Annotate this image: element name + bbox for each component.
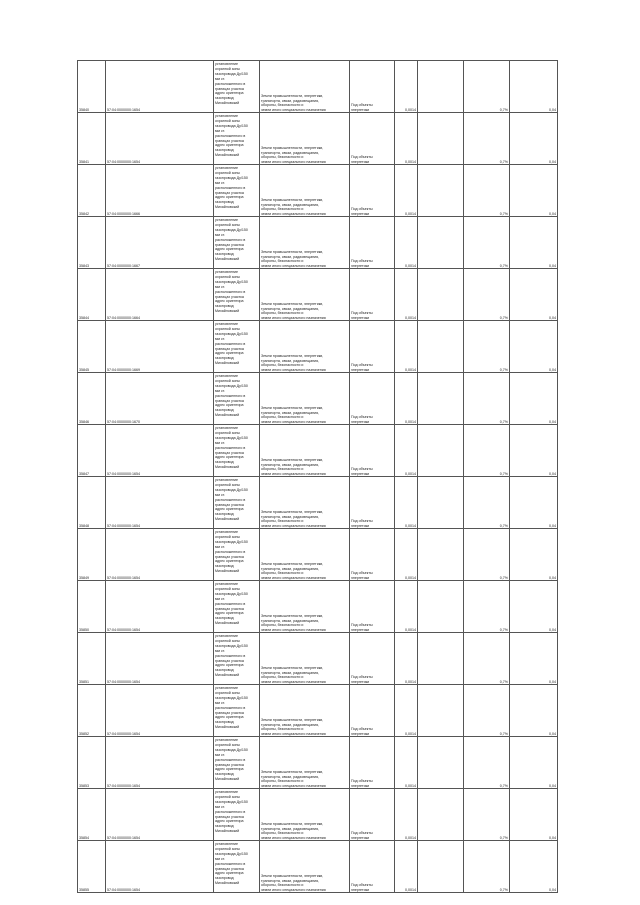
encumbrance-description-text: установление охранной зоны газопровода Ду/150 мм ст. расположенного в границах участка адрес ориентира газопровод Михайловский <box>215 634 248 678</box>
row-id-text: 35844 <box>79 315 89 320</box>
row-id <box>78 61 106 113</box>
area-value-text: 0,0014 <box>405 575 416 580</box>
land-category <box>260 581 350 633</box>
row-id-text: 35846 <box>79 419 89 424</box>
area-value-text: 0,0014 <box>405 523 416 528</box>
cadastral-number-text: 57:04:0000000:1670 <box>107 419 140 424</box>
row-id-text: 35853 <box>79 783 89 788</box>
area-value-text: 0,0014 <box>405 315 416 320</box>
encumbrance-description <box>214 61 260 113</box>
area-value-text: 0,0014 <box>405 159 416 164</box>
tax-rate <box>464 217 510 269</box>
tax-amount-text: 0,04 <box>549 107 556 112</box>
permitted-use-text: Под объекты энергетики <box>351 571 373 580</box>
tax-amount <box>510 269 558 321</box>
land-category-text: Земли промышленности, энергетики, транспорта, связи, радиовещания, обороны, безопасности и земли иного специального назначения <box>261 354 326 372</box>
tax-rate-text: 0,7% <box>499 783 508 788</box>
permitted-use <box>350 269 395 321</box>
encumbrance-description-text: установление охранной зоны газопровода Ду/150 мм ст. расположенного в границах участка адрес ориентира газопровод Михайловский <box>215 114 248 158</box>
row-id-text: 35843 <box>79 263 89 268</box>
area-value <box>395 113 418 165</box>
empty-cell <box>418 477 464 529</box>
tax-amount-text: 0,04 <box>549 315 556 320</box>
tax-rate <box>464 321 510 373</box>
area-value <box>395 737 418 789</box>
table-row <box>78 373 558 425</box>
tax-rate <box>464 841 510 893</box>
row-id-text: 35847 <box>79 471 89 476</box>
empty-cell <box>418 633 464 685</box>
encumbrance-description <box>214 685 260 737</box>
tax-amount-text: 0,04 <box>549 731 556 736</box>
tax-amount-text: 0,04 <box>549 159 556 164</box>
tax-amount-text: 0,04 <box>549 523 556 528</box>
land-category <box>260 789 350 841</box>
land-category-text: Земли промышленности, энергетики, транспорта, связи, радиовещания, обороны, безопасности и земли иного специального назначения <box>261 250 326 268</box>
empty-cell <box>418 217 464 269</box>
table-row <box>78 633 558 685</box>
permitted-use-text: Под объекты энергетики <box>351 155 373 164</box>
area-value-text: 0,0014 <box>405 367 416 372</box>
encumbrance-description <box>214 321 260 373</box>
cadastral-number <box>106 321 214 373</box>
tax-rate <box>464 581 510 633</box>
table-row <box>78 685 558 737</box>
encumbrance-description <box>214 425 260 477</box>
tax-rate-text: 0,7% <box>499 887 508 892</box>
permitted-use-text: Под объекты энергетики <box>351 831 373 840</box>
permitted-use <box>350 529 395 581</box>
permitted-use-text: Под объекты энергетики <box>351 623 373 632</box>
cadastral-number <box>106 633 214 685</box>
permitted-use <box>350 737 395 789</box>
tax-rate-text: 0,7% <box>499 315 508 320</box>
permitted-use-text: Под объекты энергетики <box>351 779 373 788</box>
empty-cell <box>418 737 464 789</box>
land-category-text: Земли промышленности, энергетики, транспорта, связи, радиовещания, обороны, безопасности и земли иного специального назначения <box>261 666 326 684</box>
encumbrance-description <box>214 841 260 893</box>
land-category-text: Земли промышленности, энергетики, транспорта, связи, радиовещания, обороны, безопасности и земли иного специального назначения <box>261 406 326 424</box>
cadastral-number <box>106 425 214 477</box>
row-id-text: 35854 <box>79 835 89 840</box>
area-value <box>395 373 418 425</box>
area-value-text: 0,0014 <box>405 627 416 632</box>
permitted-use <box>350 61 395 113</box>
table-row <box>78 737 558 789</box>
row-id <box>78 789 106 841</box>
tax-rate-text: 0,7% <box>499 107 508 112</box>
area-value <box>395 789 418 841</box>
row-id <box>78 269 106 321</box>
tax-amount <box>510 841 558 893</box>
tax-amount-text: 0,04 <box>549 679 556 684</box>
area-value-text: 0,0014 <box>405 731 416 736</box>
encumbrance-description <box>214 581 260 633</box>
cadastral-number <box>106 269 214 321</box>
row-id-text: 35845 <box>79 367 89 372</box>
table-row <box>78 165 558 217</box>
cadastral-number-text: 57:04:0000000:1669 <box>107 367 140 372</box>
cadastral-number-text: 57:04:0000000:1654 <box>107 471 140 476</box>
cadastral-number-text: 57:04:0000000:1654 <box>107 835 140 840</box>
tax-amount <box>510 529 558 581</box>
permitted-use-text: Под объекты энергетики <box>351 727 373 736</box>
land-category <box>260 113 350 165</box>
tax-rate-text: 0,7% <box>499 575 508 580</box>
area-value-text: 0,0014 <box>405 419 416 424</box>
encumbrance-description <box>214 373 260 425</box>
cadastral-number <box>106 113 214 165</box>
permitted-use-text: Под объекты энергетики <box>351 311 373 320</box>
tax-rate <box>464 789 510 841</box>
cadastral-number-text: 57:04:0000000:1654 <box>107 107 140 112</box>
tax-amount <box>510 737 558 789</box>
empty-cell <box>418 269 464 321</box>
land-category <box>260 737 350 789</box>
row-id-text: 35852 <box>79 731 89 736</box>
permitted-use-text: Под объекты энергетики <box>351 103 373 112</box>
cadastral-number <box>106 165 214 217</box>
cadastral-number <box>106 217 214 269</box>
permitted-use <box>350 373 395 425</box>
row-id <box>78 373 106 425</box>
table-row <box>78 61 558 113</box>
empty-cell <box>418 321 464 373</box>
land-category <box>260 633 350 685</box>
encumbrance-description-text: установление охранной зоны газопровода Ду/150 мм ст. расположенного в границах участка адрес ориентира газопровод Михайловский <box>215 842 248 886</box>
tax-amount <box>510 373 558 425</box>
cadastral-number-text: 57:04:0000000:1667 <box>107 263 140 268</box>
row-id <box>78 113 106 165</box>
permitted-use <box>350 321 395 373</box>
land-category-text: Земли промышленности, энергетики, транспорта, связи, радиовещания, обороны, безопасности и земли иного специального назначения <box>261 94 326 112</box>
area-value <box>395 61 418 113</box>
row-id <box>78 529 106 581</box>
empty-cell <box>418 581 464 633</box>
table-row <box>78 269 558 321</box>
permitted-use-text: Под объекты энергетики <box>351 207 373 216</box>
table-row <box>78 529 558 581</box>
row-id <box>78 321 106 373</box>
tax-rate <box>464 165 510 217</box>
cadastral-number <box>106 477 214 529</box>
tax-amount <box>510 165 558 217</box>
land-category <box>260 321 350 373</box>
land-category-text: Земли промышленности, энергетики, транспорта, связи, радиовещания, обороны, безопасности и земли иного специального назначения <box>261 614 326 632</box>
row-id-text: 35849 <box>79 575 89 580</box>
table-row <box>78 217 558 269</box>
row-id-text: 35841 <box>79 159 89 164</box>
empty-cell <box>418 165 464 217</box>
encumbrance-description-text: установление охранной зоны газопровода Ду/150 мм ст. расположенного в границах участка адрес ориентира газопровод Михайловский <box>215 790 248 834</box>
encumbrance-description <box>214 789 260 841</box>
row-id <box>78 633 106 685</box>
row-id-text: 35842 <box>79 211 89 216</box>
cadastral-number <box>106 581 214 633</box>
area-value <box>395 477 418 529</box>
area-value <box>395 841 418 893</box>
land-category-text: Земли промышленности, энергетики, транспорта, связи, радиовещания, обороны, безопасности и земли иного специального назначения <box>261 458 326 476</box>
tax-rate-text: 0,7% <box>499 627 508 632</box>
tax-amount <box>510 61 558 113</box>
tax-rate-text: 0,7% <box>499 419 508 424</box>
tax-amount-text: 0,04 <box>549 575 556 580</box>
tax-rate <box>464 633 510 685</box>
row-id <box>78 737 106 789</box>
cadastral-number <box>106 61 214 113</box>
row-id <box>78 685 106 737</box>
tax-amount <box>510 685 558 737</box>
cadastral-number <box>106 685 214 737</box>
encumbrance-description-text: установление охранной зоны газопровода Ду/150 мм ст. расположенного в границах участка адрес ориентира газопровод Михайловский <box>215 166 248 210</box>
table-row <box>78 425 558 477</box>
cadastral-number <box>106 841 214 893</box>
land-category-text: Земли промышленности, энергетики, транспорта, связи, радиовещания, обороны, безопасности и земли иного специального назначения <box>261 302 326 320</box>
area-value-text: 0,0014 <box>405 783 416 788</box>
tax-rate <box>464 685 510 737</box>
cadastral-number <box>106 789 214 841</box>
tax-rate <box>464 737 510 789</box>
tax-rate-text: 0,7% <box>499 211 508 216</box>
encumbrance-description-text: установление охранной зоны газопровода Ду/150 мм ст. расположенного в границах участка адрес ориентира газопровод Михайловский <box>215 582 248 626</box>
tax-rate <box>464 425 510 477</box>
area-value-text: 0,0014 <box>405 107 416 112</box>
land-category <box>260 841 350 893</box>
tax-rate-text: 0,7% <box>499 731 508 736</box>
tax-rate-text: 0,7% <box>499 471 508 476</box>
cadastral-number-text: 57:04:0000000:1654 <box>107 159 140 164</box>
row-id <box>78 425 106 477</box>
permitted-use-text: Под объекты энергетики <box>351 415 373 424</box>
row-id <box>78 841 106 893</box>
tax-amount-text: 0,04 <box>549 367 556 372</box>
row-id <box>78 581 106 633</box>
area-value <box>395 581 418 633</box>
encumbrance-description-text: установление охранной зоны газопровода Ду/150 мм ст. расположенного в границах участка адрес ориентира газопровод Михайловский <box>215 478 248 522</box>
area-value <box>395 633 418 685</box>
tax-rate <box>464 269 510 321</box>
area-value <box>395 685 418 737</box>
empty-cell <box>418 113 464 165</box>
permitted-use <box>350 633 395 685</box>
permitted-use <box>350 425 395 477</box>
empty-cell <box>418 841 464 893</box>
area-value <box>395 269 418 321</box>
area-value <box>395 321 418 373</box>
land-category <box>260 217 350 269</box>
area-value-text: 0,0014 <box>405 263 416 268</box>
land-category-text: Земли промышленности, энергетики, транспорта, связи, радиовещания, обороны, безопасности и земли иного специального назначения <box>261 874 326 892</box>
permitted-use <box>350 685 395 737</box>
land-category <box>260 425 350 477</box>
encumbrance-description-text: установление охранной зоны газопровода Ду/150 мм ст. расположенного в границах участка адрес ориентира газопровод Михайловский <box>215 322 248 366</box>
permitted-use-text: Под объекты энергетики <box>351 363 373 372</box>
land-category-text: Земли промышленности, энергетики, транспорта, связи, радиовещания, обороны, безопасности и земли иного специального назначения <box>261 822 326 840</box>
permitted-use-text: Под объекты энергетики <box>351 259 373 268</box>
encumbrance-description <box>214 113 260 165</box>
tax-amount <box>510 425 558 477</box>
encumbrance-description <box>214 477 260 529</box>
tax-amount <box>510 113 558 165</box>
land-category <box>260 529 350 581</box>
encumbrance-description-text: установление охранной зоны газопровода Ду/150 мм ст. расположенного в границах участка адрес ориентира газопровод Михайловский <box>215 270 248 314</box>
encumbrance-description-text: установление охранной зоны газопровода Ду/150 мм ст. расположенного в границах участка адрес ориентира газопровод Михайловский <box>215 62 248 106</box>
tax-amount <box>510 321 558 373</box>
tax-amount <box>510 217 558 269</box>
tax-rate-text: 0,7% <box>499 835 508 840</box>
land-parcel-table <box>77 60 558 893</box>
land-category <box>260 269 350 321</box>
tax-amount-text: 0,04 <box>549 471 556 476</box>
land-category <box>260 61 350 113</box>
empty-cell <box>418 373 464 425</box>
cadastral-number-text: 57:04:0000000:1654 <box>107 783 140 788</box>
encumbrance-description <box>214 217 260 269</box>
cadastral-number-text: 57:04:0000000:1654 <box>107 575 140 580</box>
permitted-use-text: Под объекты энергетики <box>351 519 373 528</box>
permitted-use-text: Под объекты энергетики <box>351 675 373 684</box>
area-value-text: 0,0014 <box>405 471 416 476</box>
tax-amount-text: 0,04 <box>549 887 556 892</box>
encumbrance-description-text: установление охранной зоны газопровода Ду/150 мм ст. расположенного в границах участка адрес ориентира газопровод Михайловский <box>215 218 248 262</box>
table-row <box>78 321 558 373</box>
area-value-text: 0,0014 <box>405 835 416 840</box>
land-category <box>260 373 350 425</box>
encumbrance-description-text: установление охранной зоны газопровода Ду/150 мм ст. расположенного в границах участка адрес ориентира газопровод Михайловский <box>215 374 248 418</box>
permitted-use-text: Под объекты энергетики <box>351 467 373 476</box>
land-category <box>260 165 350 217</box>
tax-amount-text: 0,04 <box>549 211 556 216</box>
encumbrance-description <box>214 269 260 321</box>
tax-rate <box>464 61 510 113</box>
cadastral-number-text: 57:04:0000000:1654 <box>107 523 140 528</box>
cadastral-number-text: 57:04:0000000:1654 <box>107 731 140 736</box>
row-id-text: 35855 <box>79 887 89 892</box>
tax-amount-text: 0,04 <box>549 419 556 424</box>
row-id-text: 35840 <box>79 107 89 112</box>
tax-rate <box>464 477 510 529</box>
cadastral-number-text: 57:04:0000000:1654 <box>107 887 140 892</box>
land-category <box>260 477 350 529</box>
tax-rate-text: 0,7% <box>499 263 508 268</box>
cadastral-number <box>106 373 214 425</box>
land-category-text: Земли промышленности, энергетики, транспорта, связи, радиовещания, обороны, безопасности и земли иного специального назначения <box>261 718 326 736</box>
encumbrance-description <box>214 737 260 789</box>
encumbrance-description <box>214 165 260 217</box>
encumbrance-description-text: установление охранной зоны газопровода Ду/150 мм ст. расположенного в границах участка адрес ориентира газопровод Михайловский <box>215 530 248 574</box>
area-value <box>395 529 418 581</box>
row-id-text: 35848 <box>79 523 89 528</box>
empty-cell <box>418 529 464 581</box>
land-category-text: Земли промышленности, энергетики, транспорта, связи, радиовещания, обороны, безопасности и земли иного специального назначения <box>261 198 326 216</box>
tax-amount-text: 0,04 <box>549 627 556 632</box>
tax-rate <box>464 373 510 425</box>
tax-amount-text: 0,04 <box>549 783 556 788</box>
table-row <box>78 113 558 165</box>
tax-rate-text: 0,7% <box>499 367 508 372</box>
row-id <box>78 217 106 269</box>
area-value <box>395 217 418 269</box>
row-id <box>78 477 106 529</box>
cadastral-number-text: 57:04:0000000:1654 <box>107 627 140 632</box>
land-category-text: Земли промышленности, энергетики, транспорта, связи, радиовещания, обороны, безопасности и земли иного специального назначения <box>261 562 326 580</box>
tax-rate-text: 0,7% <box>499 523 508 528</box>
permitted-use <box>350 165 395 217</box>
tax-amount <box>510 477 558 529</box>
land-category <box>260 685 350 737</box>
row-id-text: 35850 <box>79 627 89 632</box>
permitted-use <box>350 113 395 165</box>
tax-rate <box>464 113 510 165</box>
land-category-text: Земли промышленности, энергетики, транспорта, связи, радиовещания, обороны, безопасности и земли иного специального назначения <box>261 146 326 164</box>
tax-amount <box>510 789 558 841</box>
permitted-use <box>350 477 395 529</box>
empty-cell <box>418 685 464 737</box>
permitted-use <box>350 841 395 893</box>
cadastral-number <box>106 529 214 581</box>
permitted-use <box>350 789 395 841</box>
area-value <box>395 425 418 477</box>
tax-rate-text: 0,7% <box>499 159 508 164</box>
cadastral-number <box>106 737 214 789</box>
cadastral-number-text: 57:04:0000000:1666 <box>107 211 140 216</box>
land-category-text: Земли промышленности, энергетики, транспорта, связи, радиовещания, обороны, безопасности и земли иного специального назначения <box>261 510 326 528</box>
tax-amount <box>510 581 558 633</box>
cadastral-number-text: 57:04:0000000:1664 <box>107 315 140 320</box>
empty-cell <box>418 61 464 113</box>
empty-cell <box>418 789 464 841</box>
tax-amount <box>510 633 558 685</box>
cadastral-number-text: 57:04:0000000:1654 <box>107 679 140 684</box>
encumbrance-description <box>214 633 260 685</box>
empty-cell <box>418 425 464 477</box>
area-value-text: 0,0014 <box>405 679 416 684</box>
row-id <box>78 165 106 217</box>
row-id-text: 35851 <box>79 679 89 684</box>
permitted-use <box>350 217 395 269</box>
table-row <box>78 477 558 529</box>
permitted-use-text: Под объекты энергетики <box>351 883 373 892</box>
encumbrance-description-text: установление охранной зоны газопровода Ду/150 мм ст. расположенного в границах участка адрес ориентира газопровод Михайловский <box>215 426 248 470</box>
table-row <box>78 841 558 893</box>
area-value-text: 0,0014 <box>405 887 416 892</box>
area-value <box>395 165 418 217</box>
permitted-use <box>350 581 395 633</box>
encumbrance-description <box>214 529 260 581</box>
area-value-text: 0,0014 <box>405 211 416 216</box>
tax-amount-text: 0,04 <box>549 835 556 840</box>
table-row <box>78 581 558 633</box>
encumbrance-description-text: установление охранной зоны газопровода Ду/150 мм ст. расположенного в границах участка адрес ориентира газопровод Михайловский <box>215 738 248 782</box>
table-row <box>78 789 558 841</box>
tax-rate <box>464 529 510 581</box>
land-category-text: Земли промышленности, энергетики, транспорта, связи, радиовещания, обороны, безопасности и земли иного специального назначения <box>261 770 326 788</box>
tax-amount-text: 0,04 <box>549 263 556 268</box>
table-body <box>78 61 558 893</box>
encumbrance-description-text: установление охранной зоны газопровода Ду/150 мм ст. расположенного в границах участка адрес ориентира газопровод Михайловский <box>215 686 248 730</box>
tax-rate-text: 0,7% <box>499 679 508 684</box>
